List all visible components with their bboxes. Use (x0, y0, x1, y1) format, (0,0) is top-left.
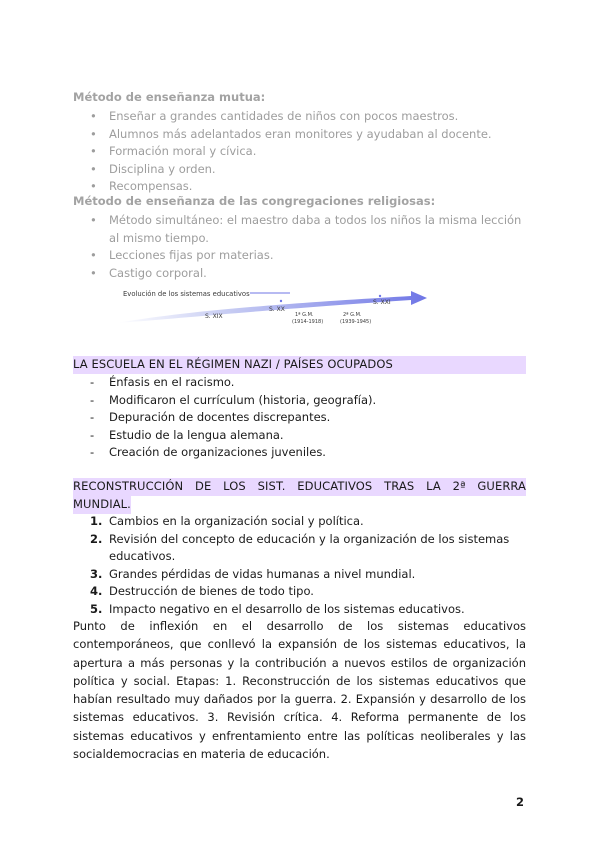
timeline-label-gm2-years: (1939-1945) (340, 319, 372, 325)
item-number: 3. (90, 566, 103, 581)
timeline-label-s20: S. XX (269, 306, 285, 313)
section-title-nazi: LA ESCUELA EN EL RÉGIMEN NAZI / PAÍSES OCUPADOS (73, 356, 526, 374)
timeline-point-s21 (379, 295, 381, 297)
list-item: - Estudio de la lengua alemana. (90, 427, 376, 445)
nazi-list (90, 374, 376, 462)
section-title-reconstruccion-line2: MUNDIAL. (73, 496, 131, 514)
list-item: - Creación de organizaciones juveniles. (90, 444, 376, 462)
page-number: 2 (516, 795, 525, 809)
list-item: - Modificaron el currículum (historia, geografía). (90, 392, 376, 410)
item-number: 2. (90, 531, 103, 546)
numbered-item (90, 583, 526, 601)
congregaciones-list (90, 212, 526, 282)
numbered-item (90, 566, 526, 584)
list-item: • Formación moral y cívica. (90, 143, 492, 161)
mutua-list (90, 108, 492, 196)
timeline-label-s19: S. XIX (205, 313, 223, 320)
item-text: Destrucción de bienes de todo tipo. (109, 584, 314, 599)
timeline-point-s20 (280, 300, 282, 302)
timeline-title: Evolución de los sistemas educativos (123, 290, 250, 298)
section-title-congregaciones: Método de enseñanza de las congregaciones religiosas: (73, 194, 436, 208)
timeline-diagram (115, 283, 435, 333)
item-text: Revisión del concepto de educación y la organización de los sistemas educativos. (109, 531, 510, 564)
timeline-label-gm1-years: (1914-1918) (292, 319, 324, 325)
list-item: • Enseñar a grandes cantidades de niños con pocos maestros. (90, 108, 492, 126)
list-item: • Recompensas. (90, 178, 492, 196)
item-text: Impacto negativo en el desarrollo de los sistemas educativos. (109, 601, 465, 616)
reconstruccion-list (90, 513, 526, 619)
list-item: • Disciplina y orden. (90, 161, 492, 179)
list-item: • Método simultáneo: el maestro daba a todos los niños la misma lección al mismo tiempo. (90, 212, 526, 247)
reconstruccion-paragraph: Punto de inflexión en el desarrollo de los sistemas educativos contemporáneos, que conllevó la expansión de los sistemas educativos, la apertura a más personas y la contribución a nuevos estilos de organización política y social. Etapas: 1. Reconstrucción de los sistemas educativos que habían resultado muy dañados por la guerra. 2. Expansión y desarrollo de los sistemas educativos. 3. Revisión crítica. 4. Reforma permanente de los sistemas educativos y enfrentamiento entre las políticas neoliberales y las socialdemocracias en materia de educación. (73, 619, 526, 762)
timeline-label-s21: S. XXI (373, 299, 391, 306)
item-number: 1. (90, 514, 103, 528)
item-text: Cambios en la organización social y política. (109, 514, 364, 528)
numbered-item (90, 531, 526, 566)
list-item: • Lecciones fijas por materias. (90, 247, 526, 265)
timeline-label-gm2: 2ª G.M. (343, 312, 362, 318)
list-item: - Énfasis en el racismo. (90, 374, 376, 392)
section-title-reconstruccion: RECONSTRUCCIÓN DE LOS SIST. EDUCATIVOS TRAS LA 2ª GUERRA (73, 478, 526, 496)
section-title-mutua: Método de enseñanza mutua: (73, 90, 266, 104)
list-item: • Alumnos más adelantados eran monitores y ayudaban al docente. (90, 126, 492, 144)
timeline-label-gm1: 1ª G.M. (295, 312, 314, 318)
numbered-item (90, 601, 526, 619)
item-number: 4. (90, 584, 103, 599)
item-number: 5. (90, 601, 103, 616)
item-text: Grandes pérdidas de vidas humanas a nivel mundial. (109, 566, 416, 581)
list-item: • Castigo corporal. (90, 265, 526, 283)
numbered-item (90, 513, 526, 531)
list-item: - Depuración de docentes discrepantes. (90, 409, 376, 427)
